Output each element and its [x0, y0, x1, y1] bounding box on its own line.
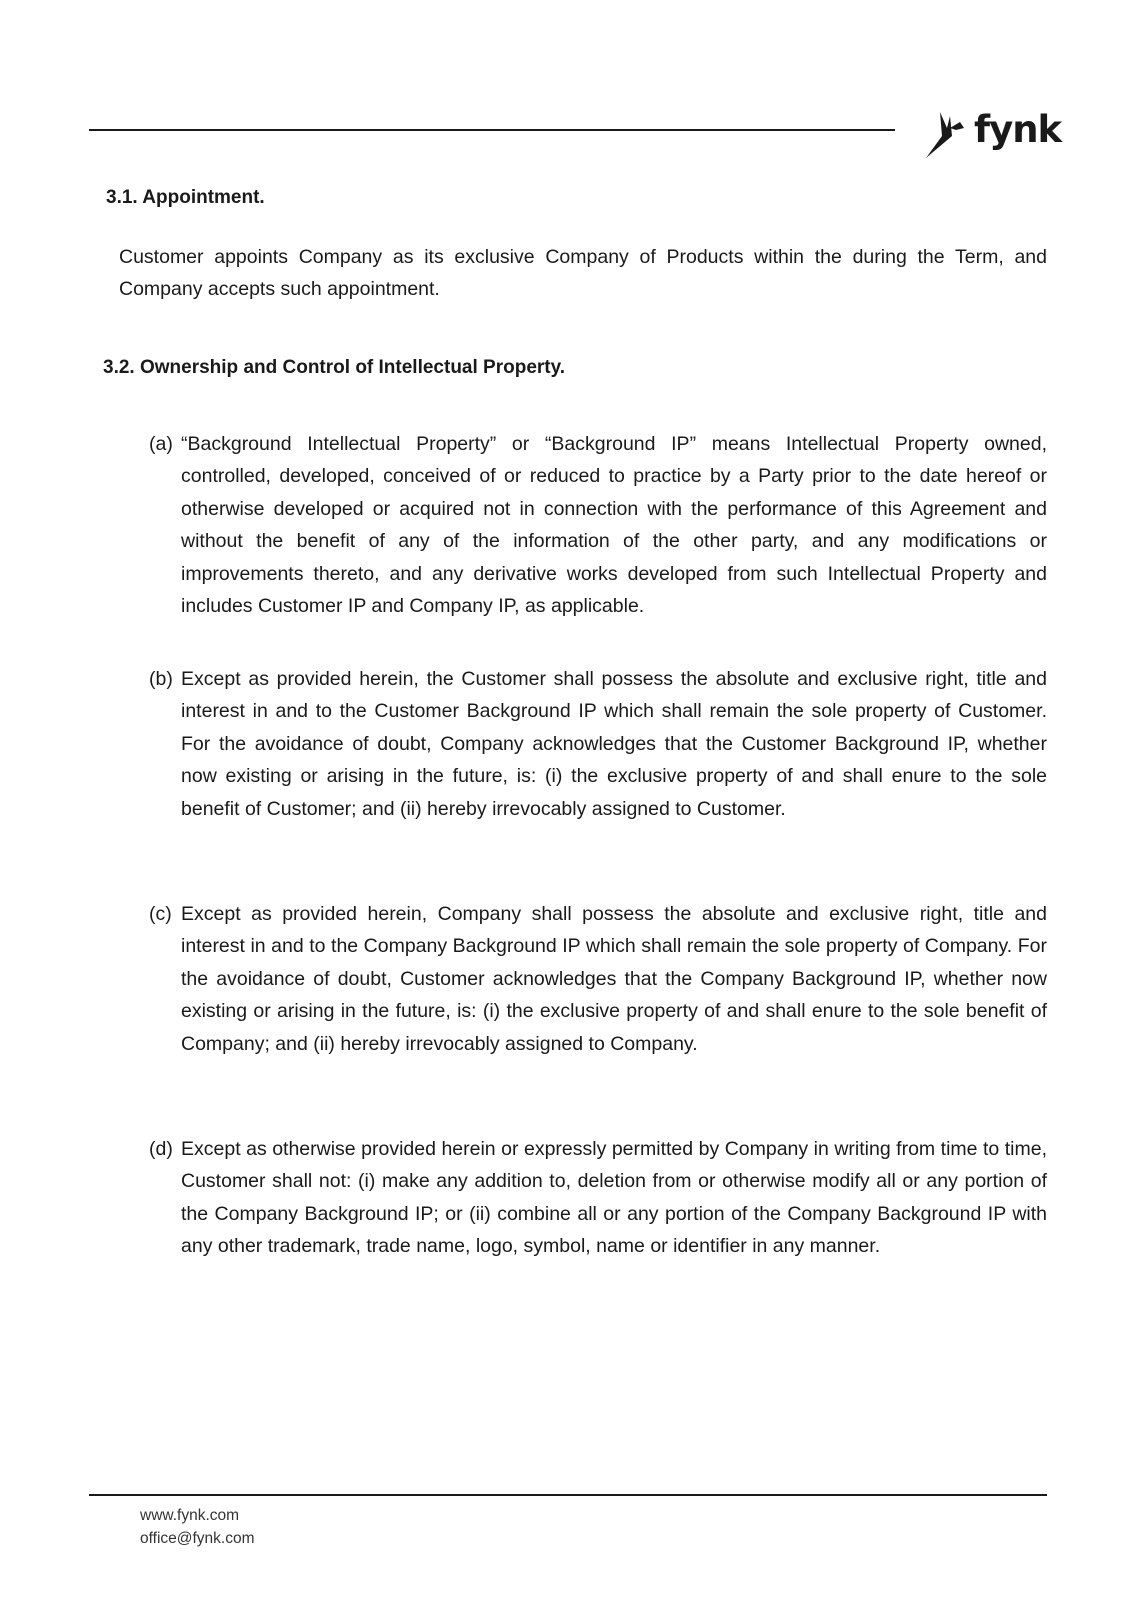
footer-email[interactable]: office@fynk.com — [140, 1530, 255, 1547]
section-heading-3-1 — [106, 186, 265, 210]
footer-website[interactable]: www.fynk.com — [140, 1507, 240, 1524]
section-number: 3.2. — [103, 357, 135, 378]
clause-label: (d) — [149, 1138, 173, 1160]
clause-label: (c) — [149, 903, 172, 925]
footer-rule — [89, 1494, 1047, 1496]
clause-label: (b) — [149, 668, 173, 690]
section-3-1-body: Customer appoints Company as its exclusive Company of Products within the during the Term, and Company accepts such appointment. — [119, 246, 1047, 301]
clause-b — [149, 663, 1047, 825]
clause-text: Except as otherwise provided herein or expressly permitted by Company in writing from time to time, Customer shall not: (i) make any addition to, deletion from or otherwise modify all or any portion of the Company Background IP; or (ii) combine all or any portion of the Company Background IP with any other trademark, trade name, logo, symbol, name or identifier in any manner. — [181, 1138, 1047, 1258]
clause-c — [149, 898, 1047, 1060]
fynk-logo — [920, 104, 1062, 160]
brand-wordmark: fynk — [974, 108, 1062, 151]
section-number: 3.1. — [106, 187, 138, 208]
clause-d — [149, 1133, 1047, 1263]
clause-a — [149, 428, 1047, 622]
bird-icon — [920, 106, 972, 160]
section-title: Appointment. — [142, 187, 265, 208]
section-title: Ownership and Control of Intellectual Property. — [139, 357, 566, 378]
header-rule — [89, 129, 895, 131]
section-heading-3-2 — [103, 356, 565, 380]
clause-text: Except as provided herein, the Customer shall possess the absolute and exclusive right, title and interest in and to the Customer Background IP which shall remain the sole property of Customer. For the avoidance of doubt, Company acknowledges that the Customer Background IP, whether now existing or arising in the future, is: (i) the exclusive property of and shall enure to the sole benefit of Customer; and (ii) hereby irrevocably assigned to Customer. — [181, 668, 1047, 820]
clause-text: “Background Intellectual Property” or “Background IP” means Intellectual Property owned, controlled, developed, conceived of or reduced to practice by a Party prior to the date hereof or otherwise developed or acquired not in connection with the performance of this Agreement and without the benefit of any of the information of the other party, and any modifications or improvements thereto, and any derivative works developed from such Intellectual Property and includes Customer IP and Company IP, as applicable. — [181, 433, 1047, 618]
clause-text: Except as provided herein, Company shall possess the absolute and exclusive right, title and interest in and to the Company Background IP which shall remain the sole property of Company. For the avoidance of doubt, Customer acknowledges that the Company Background IP, whether now existing or arising in the future, is: (i) the exclusive property of and shall enure to the sole benefit of Company; and (ii) hereby irrevocably assigned to Company. — [181, 903, 1047, 1055]
clause-label: (a) — [149, 433, 173, 455]
